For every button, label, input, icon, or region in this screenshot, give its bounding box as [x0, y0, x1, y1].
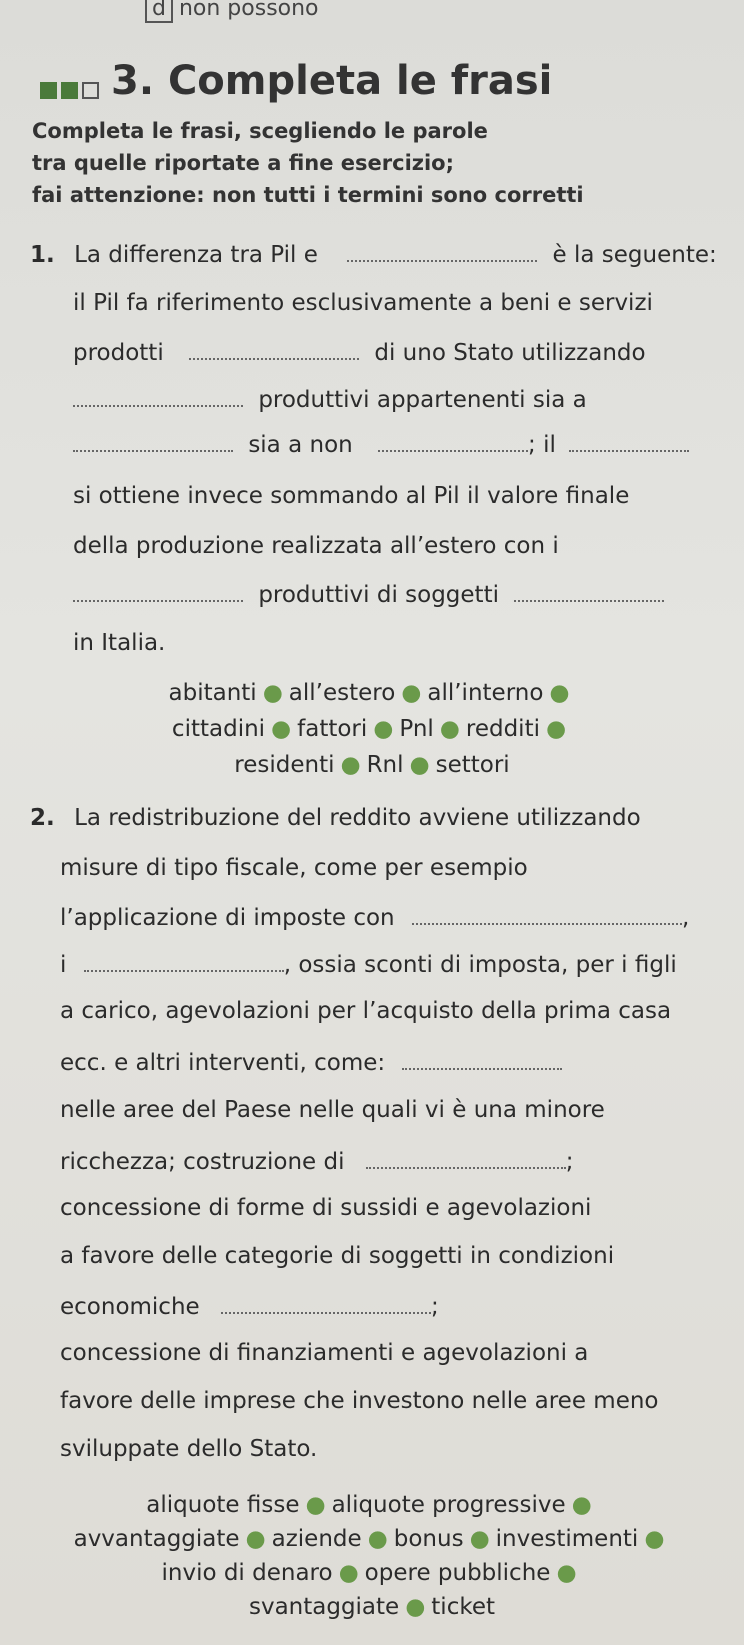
blank-field[interactable]	[378, 430, 528, 452]
bullet-icon: ●	[271, 716, 292, 742]
word-bank-row	[0, 711, 744, 747]
instruction-line: Completa le frasi, scegliendo le parole	[32, 119, 488, 143]
word-option: avvantaggiate	[73, 1526, 240, 1552]
blank-field[interactable]	[402, 1048, 562, 1070]
q2-line-2: misure di tipo fiscale, come per esempio	[60, 855, 528, 881]
word-option: settori	[435, 752, 510, 778]
top-note-text: non possono	[178, 0, 319, 21]
bullet-icon: ●	[644, 1526, 665, 1552]
q1-line-6: si ottiene invece sommando al Pil il valore finale	[73, 483, 630, 509]
bullet-icon: ●	[305, 1492, 326, 1518]
word-option: abitanti	[168, 680, 257, 706]
word-option: all’estero	[288, 680, 396, 706]
q2-line-11: economiche ;	[60, 1294, 439, 1320]
bullet-icon: ●	[340, 752, 361, 778]
instruction-line: tra quelle riportate a fine esercizio;	[32, 151, 455, 175]
word-option: investimenti	[495, 1526, 639, 1552]
top-note	[145, 0, 319, 23]
q2-line-14: sviluppate dello Stato.	[60, 1436, 318, 1462]
bullet-icon: ●	[367, 1526, 388, 1552]
q2-line-10: a favore delle categorie di soggetti in condizioni	[60, 1243, 615, 1269]
bullet-icon: ●	[373, 716, 394, 742]
word-option: Pnl	[399, 716, 434, 742]
q1-line-1: 1. La differenza tra Pil e è la seguente:	[30, 242, 717, 268]
q1-line-7: della produzione realizzata all’estero con i	[73, 533, 559, 559]
bullet-icon: ●	[545, 716, 567, 742]
blank-field[interactable]	[366, 1147, 566, 1169]
bullet-icon: ●	[401, 680, 422, 706]
word-option: aziende	[271, 1526, 362, 1552]
word-option: fattori	[297, 716, 368, 742]
word-option: svantaggiate	[248, 1594, 400, 1620]
difficulty-square-filled	[40, 82, 57, 99]
bullet-icon: ●	[245, 1526, 266, 1552]
word-option: aliquote progressive	[331, 1492, 566, 1518]
q1-line-5: sia a non ; il	[73, 430, 689, 458]
exercise-title: 3. Completa le frasi	[111, 58, 553, 104]
blank-field[interactable]	[514, 580, 664, 602]
difficulty-square-empty	[82, 82, 99, 99]
word-option: all’interno	[427, 680, 544, 706]
blank-field[interactable]	[189, 338, 359, 360]
blank-field[interactable]	[569, 430, 689, 452]
bullet-icon: ●	[556, 1560, 577, 1586]
word-option: opere pubbliche	[364, 1560, 551, 1586]
top-note-box: d	[145, 0, 173, 23]
word-option: cittadini	[171, 716, 266, 742]
q2-line-7: nelle aree del Paese nelle quali vi è una minore	[60, 1097, 605, 1123]
bullet-icon: ●	[338, 1560, 359, 1586]
word-option: redditi	[465, 716, 540, 742]
q2-line-12: concessione di finanziamenti e agevolazioni a	[60, 1340, 589, 1366]
word-bank-row	[0, 1522, 744, 1556]
difficulty-indicator	[40, 82, 99, 99]
word-bank-row	[0, 675, 744, 711]
q2-number: 2.	[30, 805, 55, 831]
bullet-icon: ●	[405, 1594, 426, 1620]
blank-field[interactable]	[347, 240, 537, 262]
word-bank-row	[0, 1488, 744, 1522]
bullet-icon: ●	[439, 716, 460, 742]
word-option: residenti	[234, 752, 335, 778]
blank-field[interactable]	[73, 385, 243, 407]
bullet-icon: ●	[549, 680, 570, 706]
q1-line-9: in Italia.	[73, 630, 166, 656]
q2-line-6: ecc. e altri interventi, come:	[60, 1048, 562, 1076]
q2-line-8: ricchezza; costruzione di ;	[60, 1149, 574, 1175]
bullet-icon: ●	[469, 1526, 490, 1552]
q1-number: 1.	[30, 242, 55, 268]
exercise-instructions	[32, 115, 722, 211]
exercise-header	[40, 58, 552, 104]
word-bank-row	[0, 747, 744, 783]
bullet-icon: ●	[409, 752, 430, 778]
word-option: aliquote fisse	[146, 1492, 300, 1518]
blank-field[interactable]	[73, 430, 233, 452]
q1-line-8: produttivi di soggetti	[73, 580, 664, 608]
bullet-icon: ●	[571, 1492, 592, 1518]
difficulty-square-filled	[61, 82, 78, 99]
word-option: ticket	[431, 1594, 496, 1620]
q2-line-3: l’applicazione di imposte con ,	[60, 905, 690, 931]
word-bank-row	[0, 1556, 744, 1590]
word-option: bonus	[393, 1526, 464, 1552]
q1-line-3: prodotti di uno Stato utilizzando	[73, 340, 646, 366]
q1-line-4: produttivi appartenenti sia a	[73, 385, 587, 413]
q2-line-13: favore delle imprese che investono nelle aree meno	[60, 1388, 659, 1414]
word-bank-row	[0, 1590, 744, 1624]
blank-field[interactable]	[73, 580, 243, 602]
blank-field[interactable]	[412, 903, 682, 925]
q2-line-4: i , ossia sconti di imposta, per i figli	[60, 952, 677, 978]
blank-field[interactable]	[221, 1292, 431, 1314]
q2-line-1: 2. La redistribuzione del reddito avviene utilizzando	[30, 805, 641, 831]
bullet-icon: ●	[262, 680, 283, 706]
word-option: invio di denaro	[161, 1560, 333, 1586]
q1-word-bank	[0, 675, 744, 783]
instruction-line: fai attenzione: non tutti i termini sono corretti	[32, 183, 584, 207]
blank-field[interactable]	[84, 950, 284, 972]
q2-word-bank	[0, 1488, 744, 1624]
word-option: Rnl	[366, 752, 404, 778]
q1-line-2: il Pil fa riferimento esclusivamente a beni e servizi	[73, 290, 653, 316]
q2-line-5: a carico, agevolazioni per l’acquisto della prima casa	[60, 998, 672, 1024]
q2-line-9: concessione di forme di sussidi e agevolazioni	[60, 1195, 592, 1221]
